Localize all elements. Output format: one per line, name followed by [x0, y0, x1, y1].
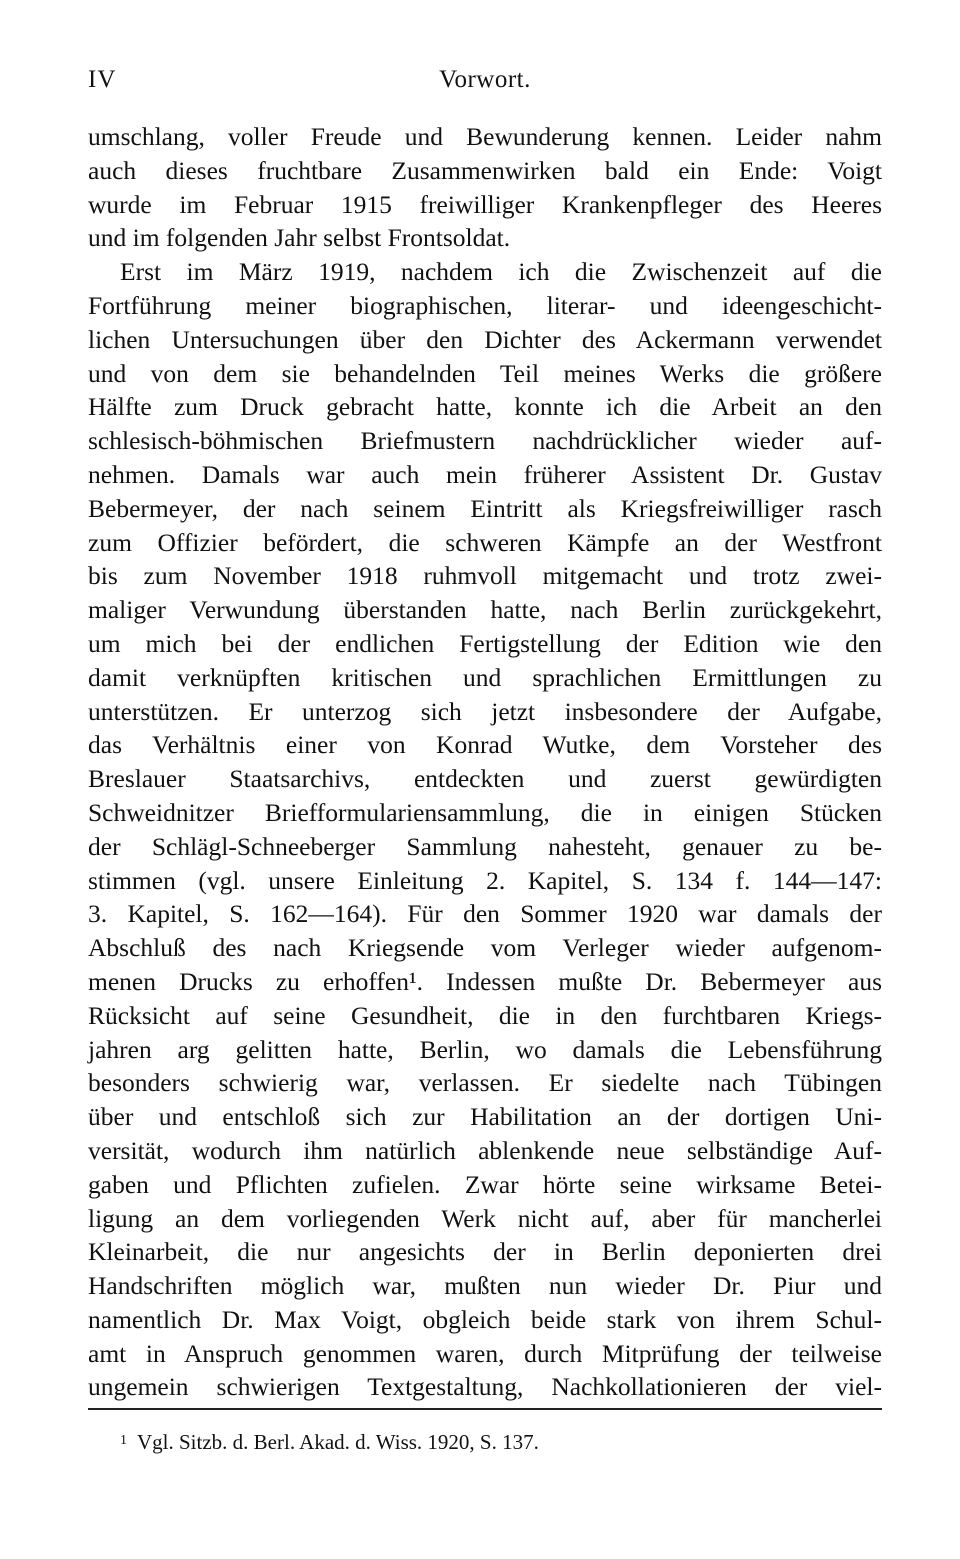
text-line: und von dem sie behandelnden Teil meines Werks die größere — [88, 358, 882, 388]
text-line: Rücksicht auf seine Gesundheit, die in den furchtbaren Kriegs- — [88, 1000, 882, 1030]
text-line: versität, wodurch ihm natürlich ablenkende neue selbständige Auf- — [88, 1135, 882, 1165]
text-line: lichen Untersuchungen über den Dichter des Ackermann verwendet — [88, 324, 882, 354]
text-line: stimmen (vgl. unsere Einleitung 2. Kapitel, S. 134 f. 144—147: — [88, 865, 882, 895]
text-line: Erst im März 1919, nachdem ich die Zwischenzeit auf die — [120, 257, 882, 287]
text-line: um mich bei der endlichen Fertigstellung der Edition wie den — [88, 628, 882, 658]
text-line: gaben und Pflichten zufielen. Zwar hörte seine wirksame Betei- — [88, 1169, 882, 1199]
text-line: über und entschloß sich zur Habilitation an der dortigen Uni- — [88, 1102, 882, 1132]
text-line: menen Drucks zu erhoffen¹. Indessen mußte Dr. Bebermeyer aus — [88, 966, 882, 996]
text-line: ligung an dem vorliegenden Werk nicht auf, aber für mancherlei — [88, 1203, 882, 1233]
text-line: besonders schwierig war, verlassen. Er siedelte nach Tübingen — [88, 1068, 882, 1098]
text-line: ungemein schwierigen Textgestaltung, Nachkollationieren der viel- — [88, 1372, 882, 1402]
text-line: maliger Verwundung überstanden hatte, nach Berlin zurückgekehrt, — [88, 595, 882, 625]
text-line: der Schlägl-Schneeberger Sammlung nahesteht, genauer zu be- — [88, 831, 882, 861]
text-line: Kleinarbeit, die nur angesichts der in Berlin deponierten drei — [88, 1237, 882, 1267]
body-text — [88, 120, 882, 1404]
text-line: und im folgenden Jahr selbst Frontsoldat. — [88, 223, 511, 253]
text-line: wurde im Februar 1915 freiwilliger Krankenpfleger des Heeres — [88, 189, 882, 219]
text-line: amt in Anspruch genommen waren, durch Mitprüfung der teilweise — [88, 1338, 882, 1368]
text-line: Abschluß des nach Kriegsende vom Verleger wieder aufgenom- — [88, 933, 882, 963]
text-line: das Verhältnis einer von Konrad Wutke, dem Vorsteher des — [88, 730, 882, 760]
text-line: Handschriften möglich war, mußten nun wieder Dr. Piur und — [88, 1271, 882, 1301]
text-line: damit verknüpften kritischen und sprachlichen Ermittlungen zu — [88, 662, 882, 692]
text-line: Bebermeyer, der nach seinem Eintritt als Kriegsfreiwilliger rasch — [88, 493, 882, 523]
text-line: Fortführung meiner biographischen, literar- und ideengeschicht- — [88, 290, 882, 320]
text-line: bis zum November 1918 ruhmvoll mitgemacht und trotz zwei- — [88, 561, 882, 591]
text-line: schlesisch-böhmischen Briefmustern nachdrücklicher wieder auf- — [88, 426, 882, 456]
text-line: jahren arg gelitten hatte, Berlin, wo damals die Lebensführung — [88, 1034, 882, 1064]
text-line: auch dieses fruchtbare Zusammenwirken bald ein Ende: Voigt — [88, 155, 882, 185]
footnote — [120, 1430, 539, 1455]
footnote-marker: 1 — [120, 1433, 127, 1448]
text-line: namentlich Dr. Max Voigt, obgleich beide stark von ihrem Schul- — [88, 1304, 882, 1334]
text-line: Schweidnitzer Briefformulariensammlung, die in einigen Stücken — [88, 797, 882, 827]
page-number: IV — [88, 66, 117, 93]
text-line: Hälfte zum Druck gebracht hatte, konnte ich die Arbeit an den — [88, 392, 882, 422]
text-line: nehmen. Damals war auch mein früherer Assistent Dr. Gustav — [88, 459, 882, 489]
running-title: Vorwort. — [439, 66, 531, 93]
footnote-divider — [88, 1408, 882, 1410]
text-line: 3. Kapitel, S. 162—164). Für den Sommer 1920 war damals der — [88, 899, 882, 929]
text-line: Breslauer Staatsarchivs, entdeckten und zuerst gewürdigten — [88, 764, 882, 794]
running-head — [88, 66, 882, 98]
text-line: unterstützen. Er unterzog sich jetzt insbesondere der Aufgabe, — [88, 696, 882, 726]
text-line: umschlang, voller Freude und Bewunderung kennen. Leider nahm — [88, 122, 882, 151]
text-line: zum Offizier befördert, die schweren Kämpfe an der Westfront — [88, 527, 882, 557]
footnote-text: Vgl. Sitzb. d. Berl. Akad. d. Wiss. 1920, S. 137. — [137, 1430, 539, 1454]
